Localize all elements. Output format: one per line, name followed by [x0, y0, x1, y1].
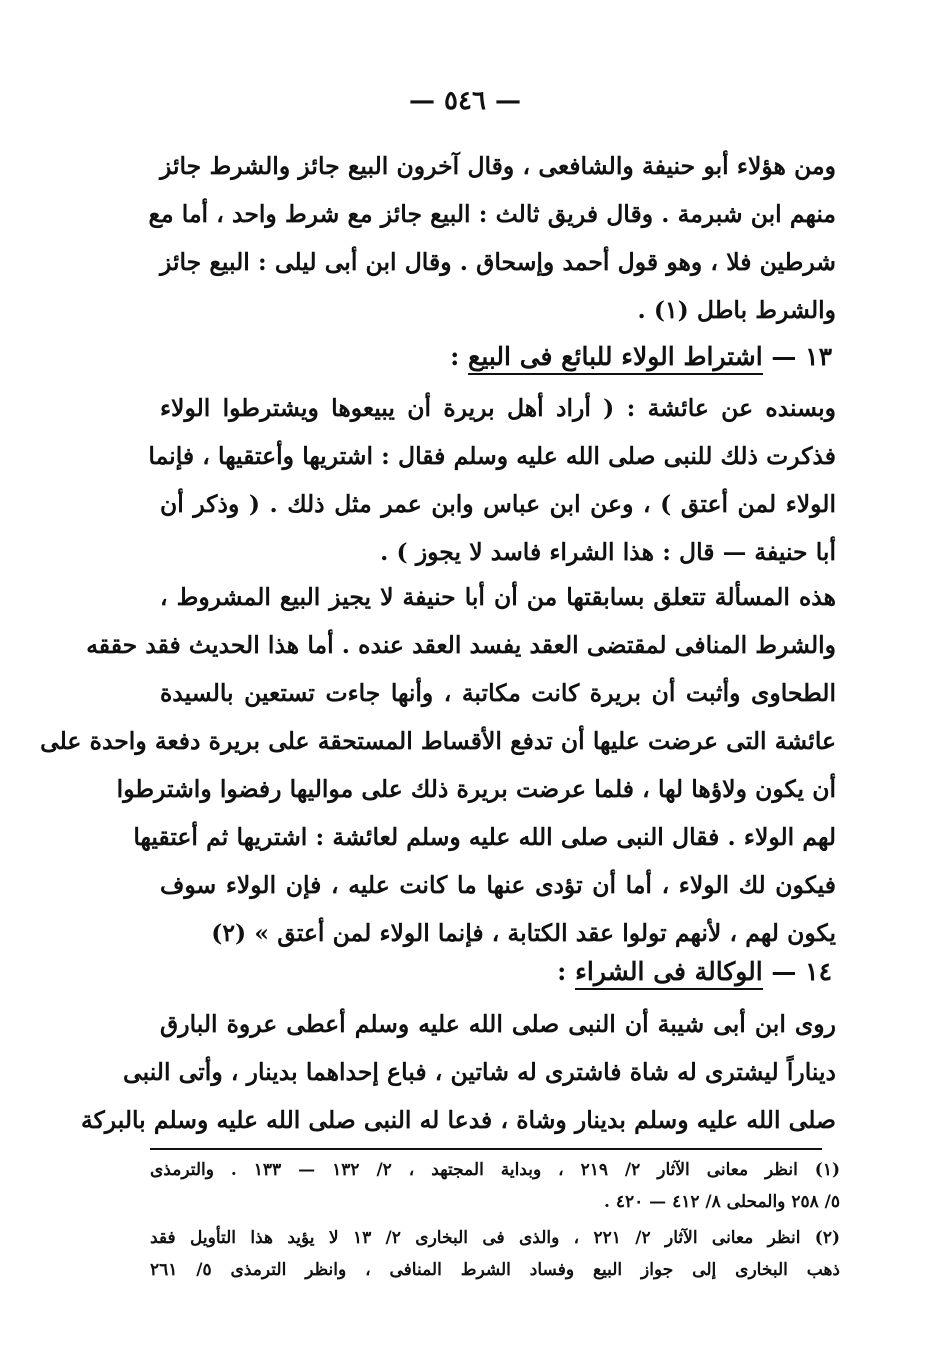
text-line: فذكرت ذلك للنبى صلى الله عليه وسلم فقال : اشتريها وأعتقيها ، فإنما	[148, 442, 836, 470]
footnote-line: (٢) انظر معانى الآثار ٢/ ٢٢١ ، والذى فى البخارى ٢/ ١٣ لا يؤيد هذا التأويل فقد	[150, 1228, 841, 1248]
heading-dash: —	[771, 342, 797, 371]
text-line: شرطين فلا ، وهو قول أحمد وإسحاق . وقال ابن أبى ليلى : البيع جائز	[160, 248, 836, 276]
section-heading-13	[450, 337, 832, 377]
section-title: اشتراط الولاء للبائع فى البيع	[468, 342, 763, 375]
footnote-line: ٥/ ٢٥٨ والمحلى ٨/ ٤١٢ — ٤٢٠ .	[603, 1192, 840, 1212]
text-line: عائشة التى عرضت عليها أن تدفع الأقساط المستحقة على بريرة دفعة واحدة على	[40, 727, 836, 755]
text-line: يكون لهم ، لأنهم تولوا عقد الكتابة ، فإنما الولاء لمن أعتق » (٢)	[211, 919, 836, 947]
text-line: هذه المسألة تتعلق بسابقتها من أن أبا حنيفة لا يجيز البيع المشروط ،	[160, 583, 836, 611]
section-number: ١٤	[805, 957, 832, 986]
text-line: وبسنده عن عائشة : ( أراد أهل بريرة أن يبيعوها ويشترطوا الولاء	[160, 394, 836, 422]
footnote-line: ذهب البخارى إلى جواز البيع وفساد الشرط المنافى ، وانظر الترمذى ٥/ ٢٦١	[150, 1260, 840, 1280]
text-line: صلى الله عليه وسلم بدينار وشاة ، فدعا له النبى صلى الله عليه وسلم بالبركة	[80, 1106, 836, 1134]
text-line: روى ابن أبى شيبة أن النبى صلى الله عليه وسلم أعطى عروة البارق	[160, 1010, 836, 1038]
text-line: الولاء لمن أعتق ) ، وعن ابن عباس وابن عمر مثل ذلك . ( وذكر أن	[160, 490, 836, 518]
footnotes	[150, 1154, 840, 1286]
page-number: — ٥٤٦ —	[408, 86, 522, 116]
paragraph-aisha-hadith	[148, 384, 836, 576]
text-line: منهم ابن شبرمة . وقال فريق ثالث : البيع جائز مع شرط واحد ، أما مع	[148, 200, 836, 228]
text-line: أبا حنيفة — قال : هذا الشراء فاسد لا يجوز ) .	[380, 538, 836, 566]
text-line: فيكون لك الولاء ، أما أن تؤدى عنها ما كانت عليه ، فإن الولاء سوف	[160, 871, 836, 899]
footnote-divider	[150, 1148, 822, 1150]
heading-dash: —	[771, 957, 797, 986]
text-line: لهم الولاء . فقال النبى صلى الله عليه وسلم لعائشة : اشتريها ثم أعتقيها	[133, 823, 836, 851]
text-line: ومن هؤلاء أبو حنيفة والشافعى ، وقال آخرون البيع جائز والشرط جائز	[160, 152, 836, 180]
text-line: الطحاوى وأثبت أن بريرة كانت مكاتبة ، وأنها جاءت تستعين بالسيدة	[160, 679, 836, 707]
text-line: والشرط المنافى لمقتضى العقد يفسد العقد عنده . أما هذا الحديث فقد حققه	[86, 631, 836, 659]
text-line: ديناراً ليشترى له شاة فاشترى له شاتين ، فباع إحداهما بدينار ، وأتى النبى	[123, 1058, 836, 1086]
heading-colon: :	[557, 957, 567, 986]
paragraph-shart-opinions	[148, 142, 836, 334]
section-title: الوكالة فى الشراء	[575, 957, 763, 990]
footnote-line: (١) انظر معانى الآثار ٢/ ٢١٩ ، وبداية المجتهد ، ٢/ ١٣٢ — ١٣٣ . والترمذى	[150, 1160, 841, 1180]
text-line: أن يكون ولاؤها لها ، فلما عرضت بريرة ذلك على مواليها رفضوا واشترطوا	[116, 775, 836, 803]
section-number: ١٣	[805, 342, 832, 371]
paragraph-wakala	[80, 1000, 836, 1144]
paragraph-discussion	[40, 573, 836, 957]
section-heading-14	[557, 952, 832, 992]
heading-colon: :	[450, 342, 460, 371]
text-line: والشرط باطل (١) .	[637, 296, 836, 324]
